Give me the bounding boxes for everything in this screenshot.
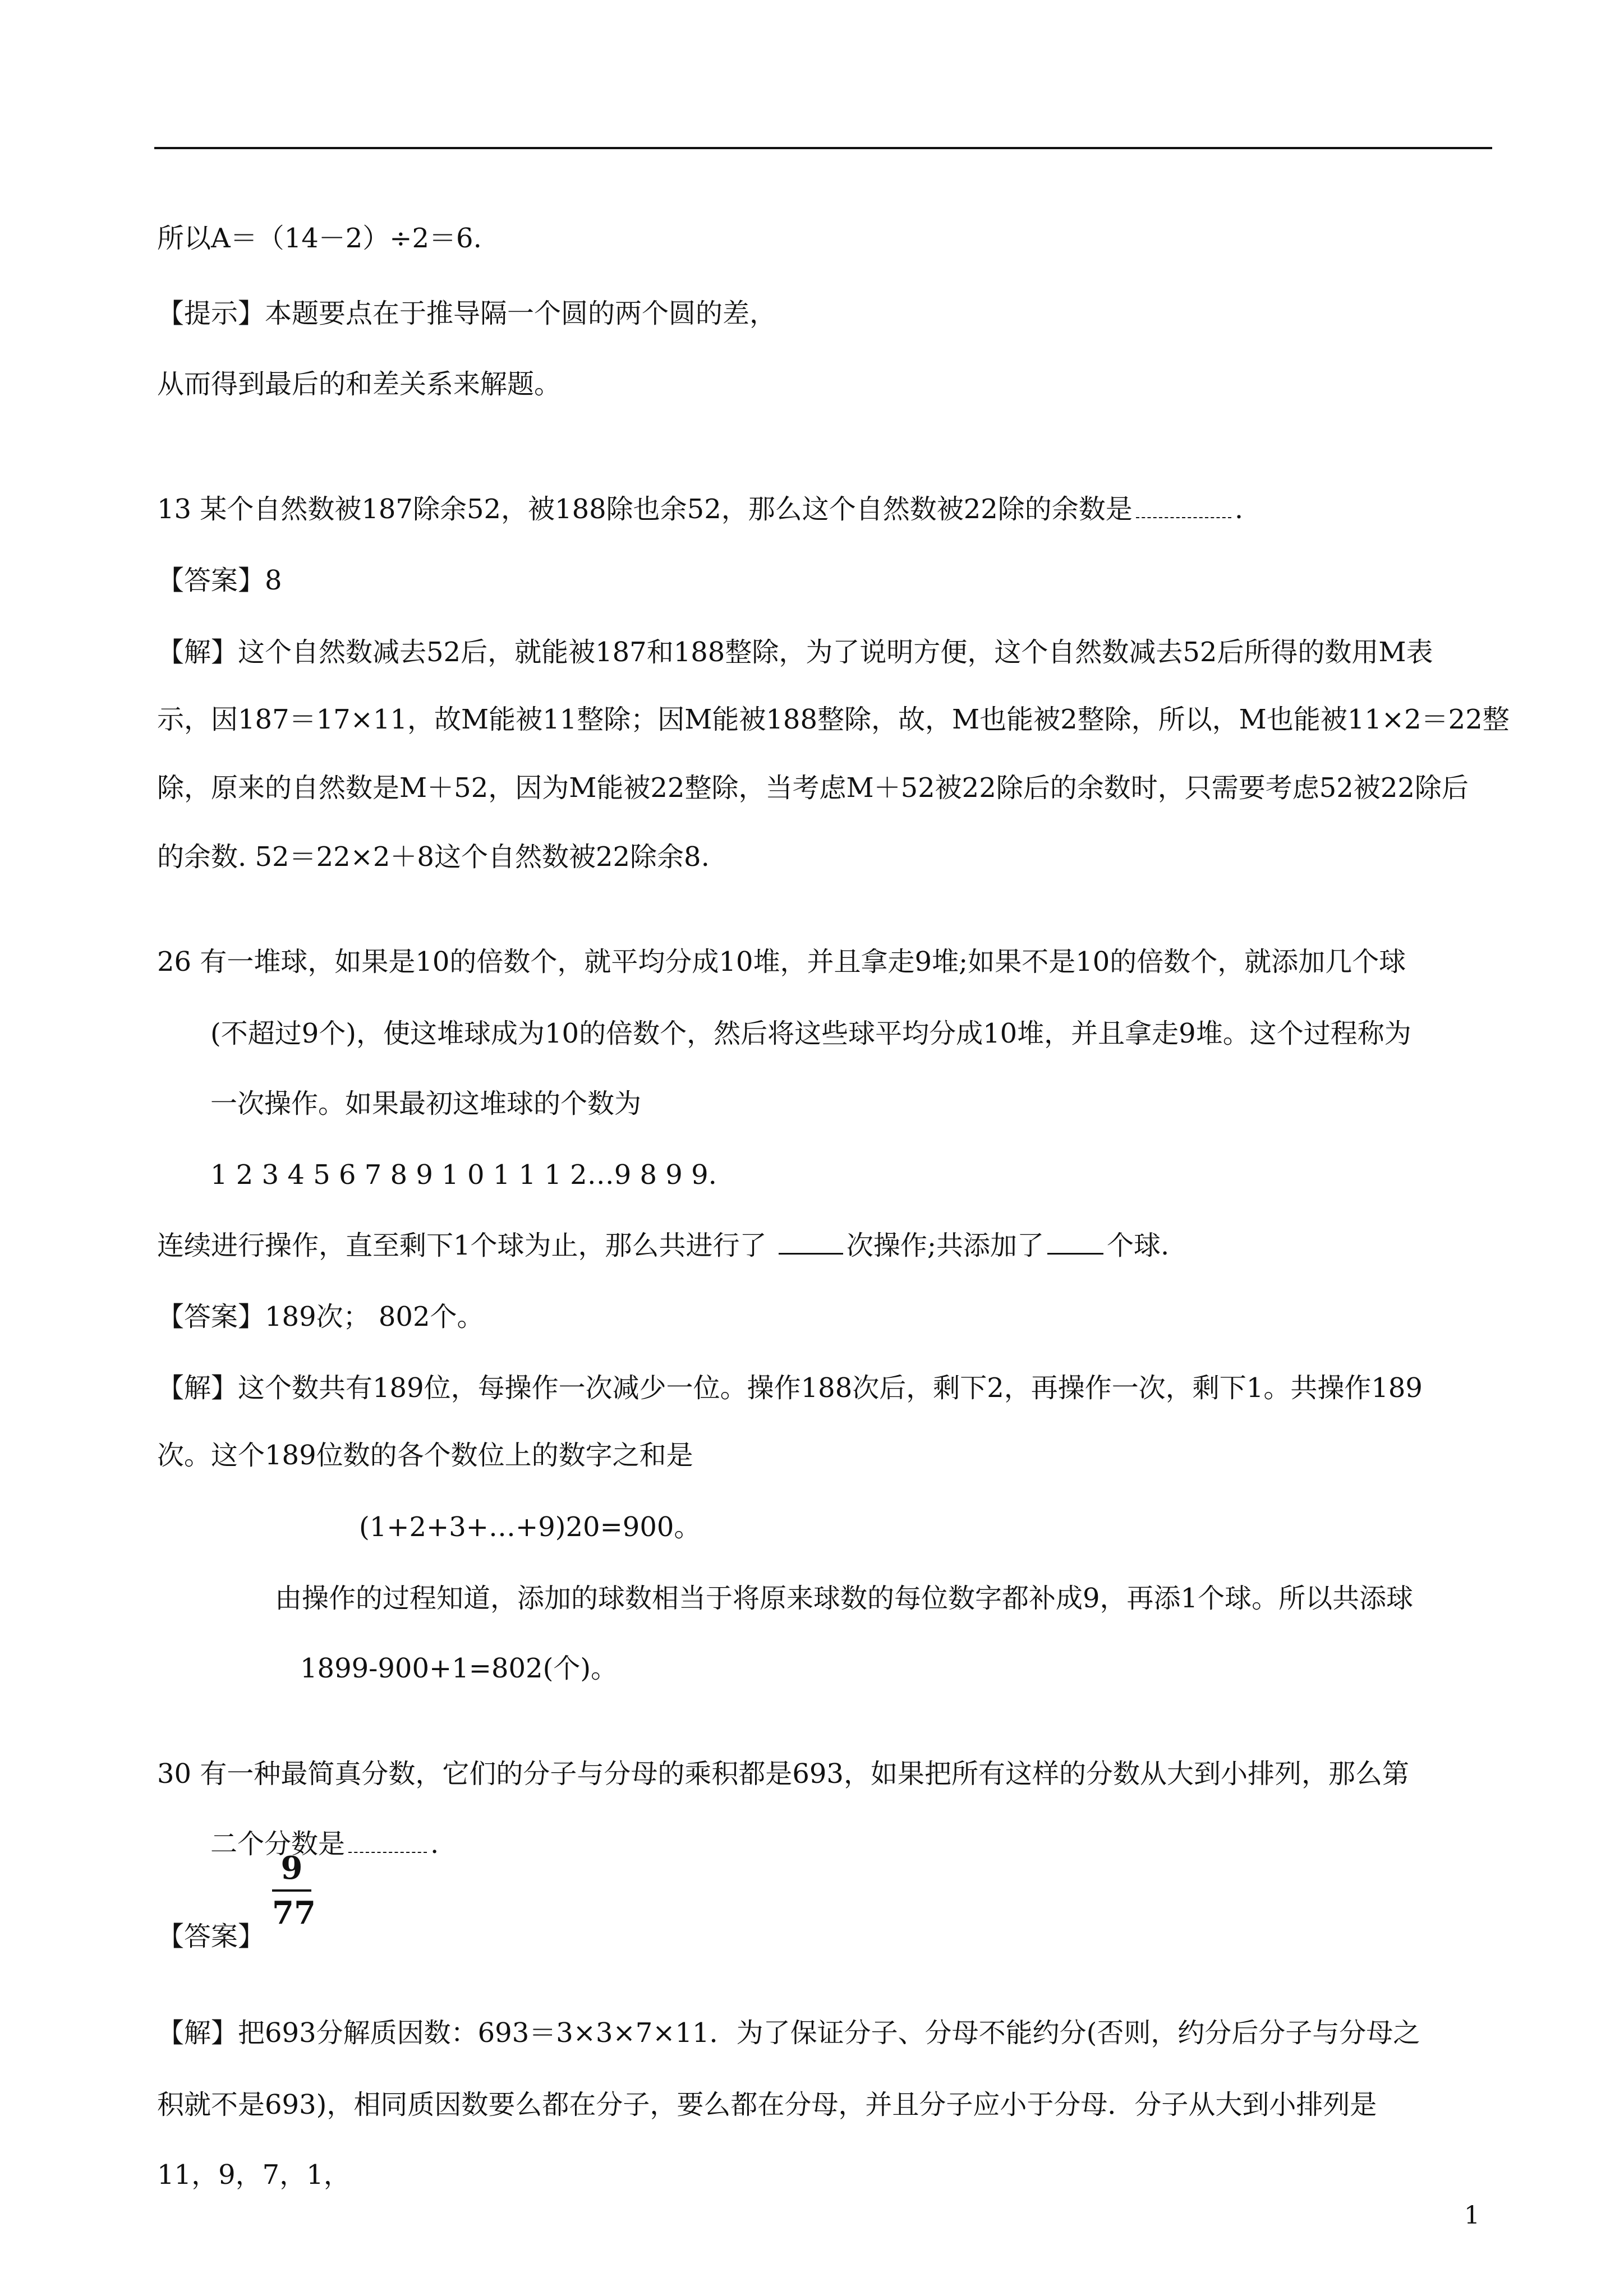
answer-26: 【答案】189次； 802个。 bbox=[157, 1301, 484, 1333]
question-13-text: 13 某个自然数被187除余52，被188除也余52，那么这个自然数被22除的余数是 bbox=[157, 494, 1133, 525]
question-30-end: . bbox=[430, 1828, 439, 1860]
question-26-line: 26 有一堆球，如果是10的倍数个，就平均分成10堆，并且拿走9堆;如果不是10的倍数个，就添加几个球 bbox=[157, 946, 1406, 978]
question-30-line: 30 有一种最简真分数，它们的分子与分母的乘积都是693，如果把所有这样的分数从大到小排列，那么第 bbox=[157, 1758, 1409, 1790]
question-30-text: 二个分数是 bbox=[210, 1828, 346, 1860]
answer-30-label: 【答案】 bbox=[157, 1921, 265, 1952]
answer-blank bbox=[779, 1230, 843, 1255]
question-13 bbox=[157, 491, 1503, 528]
solution-30-line: 11，9，7，1， bbox=[157, 2159, 351, 2191]
question-30-line bbox=[210, 1825, 1557, 1862]
hint-line: 【提示】本题要点在于推导隔一个圆的两个圆的差， bbox=[157, 298, 777, 329]
question-26-text: 连续进行操作，直至剩下1个球为止，那么共进行了 bbox=[157, 1230, 775, 1261]
question-26-line bbox=[157, 1227, 1503, 1264]
fraction-denominator: 77 bbox=[272, 1894, 316, 1931]
question-26-line: (不超过9个)，使这堆球成为10的倍数个，然后将这些球平均分成10堆，并且拿走9堆。这个过程称为 bbox=[210, 1018, 1411, 1049]
fraction-bar bbox=[272, 1889, 311, 1892]
solution-13-line: 除，原来的自然数是M＋52，因为M能被22整除，当考虑M＋52被22除后的余数时，只需要考虑52被22除后 bbox=[157, 772, 1469, 804]
solution-30-line: 【解】把693分解质因数：693＝3×3×7×11．为了保证分子、分母不能约分(否则，约分后分子与分母之 bbox=[157, 2017, 1420, 2049]
answer-blank bbox=[348, 1829, 427, 1853]
answer-30-fraction bbox=[272, 1848, 316, 1933]
header-rule bbox=[154, 147, 1492, 149]
question-13-end: . bbox=[1234, 494, 1244, 525]
text-line: 从而得到最后的和差关系来解题。 bbox=[157, 368, 562, 400]
question-26-digits: 1 2 3 4 5 6 7 8 9 1 0 1 1 1 2…9 8 9 9. bbox=[210, 1159, 717, 1191]
text-line: 所以A＝（14－2）÷2＝6. bbox=[157, 223, 482, 254]
solution-30-line: 积就不是693)，相同质因数要么都在分子，要么都在分母，并且分子应小于分母．分子从大到小排列是 bbox=[157, 2089, 1377, 2120]
solution-26-formula: 1899-900+1=802(个)。 bbox=[300, 1653, 618, 1684]
answer-blank bbox=[1047, 1230, 1103, 1255]
question-26-text: 次操作;共添加了 bbox=[846, 1230, 1044, 1261]
solution-13-line: 的余数. 52＝22×2＋8这个自然数被22除余8. bbox=[157, 841, 710, 873]
solution-26-line: 次。这个189位数的各个数位上的数字之和是 bbox=[157, 1440, 693, 1471]
solution-13-line: 【解】这个自然数减去52后，就能被187和188整除，为了说明方便，这个自然数减去52后所得的数用M表 bbox=[157, 637, 1433, 668]
solution-26-line: 【解】这个数共有189位，每操作一次减少一位。操作188次后，剩下2，再操作一次，剩下1。共操作189 bbox=[157, 1372, 1423, 1404]
solution-26-formula: (1+2+3+…+9)20=900。 bbox=[359, 1511, 701, 1543]
question-26-text: 个球. bbox=[1107, 1230, 1170, 1261]
answer-blank bbox=[1136, 495, 1231, 518]
solution-26-line: 由操作的过程知道，添加的球数相当于将原来球数的每位数字都补成9，再添1个球。所以共添球 bbox=[275, 1583, 1414, 1614]
question-26-line: 一次操作。如果最初这堆球的个数为 bbox=[210, 1088, 642, 1119]
page-number: 1 bbox=[1464, 2201, 1480, 2230]
answer-13: 【答案】8 bbox=[157, 565, 282, 596]
solution-13-line: 示，因187＝17×11，故M能被11整除；因M能被188整除，故，M也能被2整除，所以，M也能被11×2＝22整 bbox=[157, 704, 1510, 735]
fraction-numerator: 9 bbox=[280, 1850, 303, 1887]
